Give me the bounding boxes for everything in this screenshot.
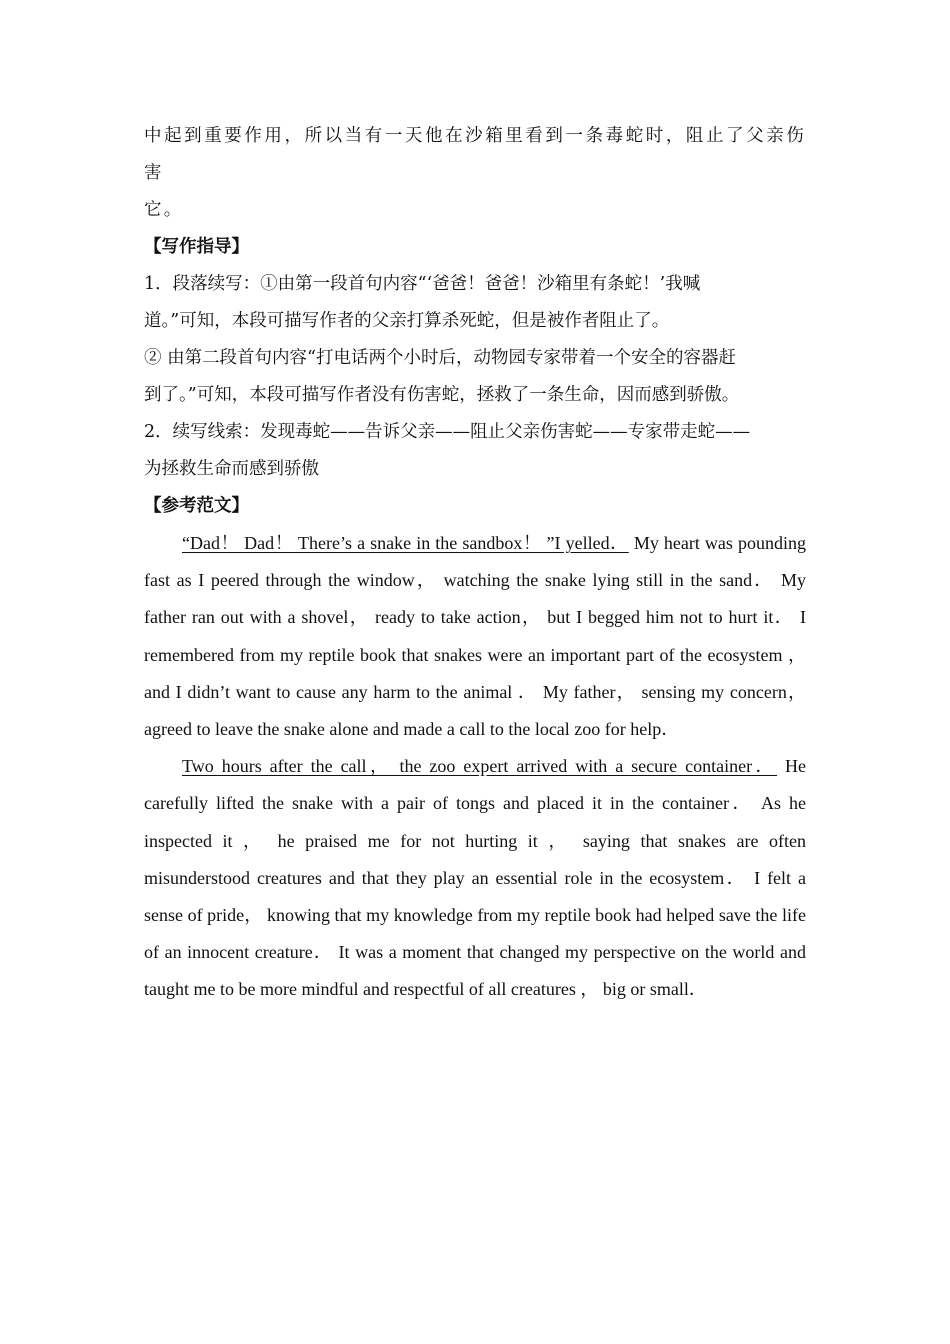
intro-line-2: 它。 bbox=[144, 200, 184, 220]
sample-paragraph-2 bbox=[144, 748, 806, 1008]
guide-item-1-line-2: 道。”可知，本段可描写作者的父亲打算杀死蛇，但是被作者阻止了。 bbox=[144, 311, 670, 331]
paragraph-2-body: He carefully lifted the snake with a pair of tongs and placed it in the container． As he inspected it ， he praised me for not hurting it ， saying that snakes are often misunderstood creatures and that they play an essential role in the ecosystem． I felt a sense of pride， knowing that my knowledge from my reptile book had helped save the life of an innocent creature． It was a moment that changed my perspective on the world and taught me to be more mindful and respectful of all creatures ， big or small． bbox=[144, 756, 806, 1000]
guide-item-2-line-1: 2．续写线索：发现毒蛇——告诉父亲——阻止父亲伤害蛇——专家带走蛇—— bbox=[144, 422, 751, 442]
document-page bbox=[144, 118, 806, 1009]
paragraph-1-body: My heart was pounding fast as I peered through the window， watching the snake lying still in the sand． My father ran out with a shovel， ready to take action， but I begged him not to hurt it． I remembered from my reptile book that snakes were an important part of the ecosystem ， and I didn’t want to cause any harm to the animal ． My father， sensing my concern， agreed to leave the snake alone and made a call to the local zoo for help． bbox=[144, 533, 806, 740]
guide-item-1-line-3: ② 由第二段首句内容“打电话两个小时后，动物园专家带着一个安全的容器赶 bbox=[144, 348, 737, 368]
guide-item-2-line-2: 为拯救生命而感到骄傲 bbox=[144, 459, 319, 479]
guide-item-1-line-1: 1．段落续写：①由第一段首句内容“‘爸爸！爸爸！沙箱里有条蛇！’我喊 bbox=[144, 274, 701, 294]
sample-essay-heading: 【参考范文】 bbox=[144, 496, 249, 516]
paragraph-1-given-sentence: “Dad！ Dad！ There’s a snake in the sandbox！ ”I yelled． bbox=[182, 533, 629, 553]
guide-item-1-line-4: 到了。”可知，本段可描写作者没有伤害蛇，拯救了一条生命，因而感到骄傲。 bbox=[144, 385, 740, 405]
intro-line-1: 中起到重要作用，所以当有一天他在沙箱里看到一条毒蛇时，阻止了父亲伤害 bbox=[144, 126, 806, 183]
sample-paragraph-1 bbox=[144, 525, 806, 748]
writing-guide-heading: 【写作指导】 bbox=[144, 237, 249, 257]
paragraph-2-given-sentence: Two hours after the call， the zoo expert arrived with a secure container． bbox=[182, 756, 778, 777]
